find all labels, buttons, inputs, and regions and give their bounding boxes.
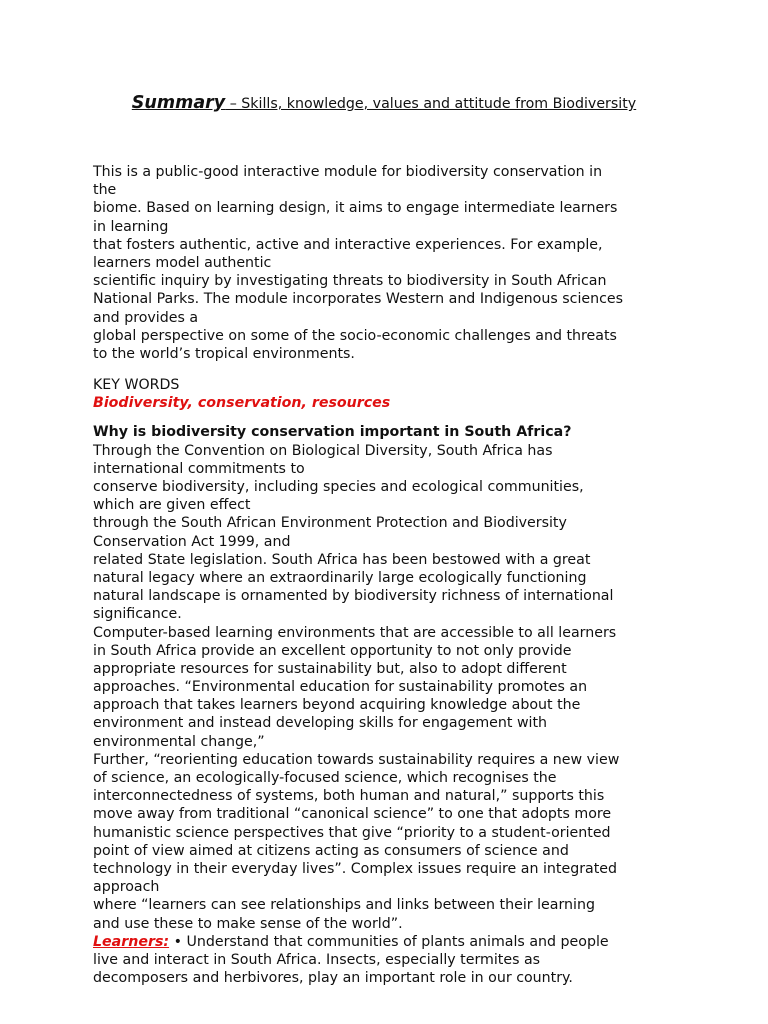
title-subtitle: – Skills, knowledge, values and attitude from Biodiversity [225,96,637,112]
intro-line: global perspective on some of the socio-economic challenges and threats [93,327,617,344]
body-paragraph [93,442,683,933]
body-line: where “learners can see relationships and links between their learning [93,897,595,914]
intro-line: and provides a [93,309,199,326]
intro-line: that fosters authentic, active and interactive experiences. For example, [93,236,603,253]
body-line: environment and instead developing skills for engagement with [93,715,548,732]
intro-line: to the world’s tropical environments. [93,345,355,362]
learners-line: live and interact in South Africa. Insects, especially termites as [93,951,541,968]
body-line: Computer-based learning environments that are accessible to all learners [93,624,617,641]
learners-paragraph [93,933,683,988]
body-line: international commitments to [93,460,305,477]
intro-line: biome. Based on learning design, it aims to engage intermediate learners [93,200,618,217]
body-line: natural legacy where an extraordinarily large ecologically functioning [93,569,587,586]
body-line: Through the Convention on Biological Diversity, South Africa has [93,442,553,459]
body-line: approach [93,879,160,896]
intro-line: learners model authentic [93,254,272,271]
body-line: significance. [93,606,182,623]
body-line: through the South African Environment Protection and Biodiversity [93,515,567,532]
body-line: of science, an ecologically-focused science, which recognises the [93,770,557,786]
intro-line: scientific inquiry by investigating threats to biodiversity in South African [93,273,607,290]
document-body [93,163,683,987]
keywords-list: Biodiversity, conservation, resources [93,395,391,412]
body-line: approach that takes learners beyond acquiring knowledge about the [93,697,581,714]
body-line: natural landscape is ornamented by biodiversity richness of international [93,588,614,605]
title-main: Summary [131,93,226,113]
keywords-heading: KEY WORDS [93,377,180,394]
body-line: interconnectedness of systems, both human and natural,” supports this [93,788,605,805]
body-line: and use these to make sense of the world”. [93,915,403,932]
intro-line: the [93,182,117,199]
section-question: Why is biodiversity conservation important in South Africa? [93,424,572,441]
page-title [0,92,768,115]
learners-text: • Understand that communities of plants animals and people [169,933,609,950]
body-line: Conservation Act 1999, and [93,533,291,550]
body-line: approaches. “Environmental education for sustainability promotes an [93,679,588,696]
body-line: move away from traditional “canonical science” to one that adopts more [93,806,612,823]
spacer [93,412,683,423]
body-line: Further, “reorienting education towards sustainability requires a new view [93,751,620,768]
body-line: in South Africa provide an excellent opportunity to not only provide [93,642,572,659]
body-line: environmental change,” [93,733,265,750]
body-line: point of view aimed at citizens acting as consumers of science and [93,842,569,859]
body-line: conserve biodiversity, including species and ecological communities, [93,479,584,495]
learners-label: Learners: [93,933,170,950]
spacer [93,363,683,376]
intro-line: National Parks. The module incorporates Western and Indigenous sciences [93,291,624,308]
intro-line: This is a public-good interactive module for biodiversity conservation in [93,164,603,180]
learners-line [93,933,683,951]
intro-line: in learning [93,218,169,235]
learners-line: decomposers and herbivores, play an important role in our country. [93,970,573,987]
body-line: appropriate resources for sustainability but, also to adopt different [93,660,567,677]
body-line: related State legislation. South Africa has been bestowed with a great [93,551,591,568]
body-line: humanistic science perspectives that give “priority to a student-oriented [93,824,611,841]
intro-paragraph [93,163,683,363]
body-line: technology in their everyday lives”. Complex issues require an integrated [93,860,618,877]
body-line: which are given effect [93,497,251,514]
